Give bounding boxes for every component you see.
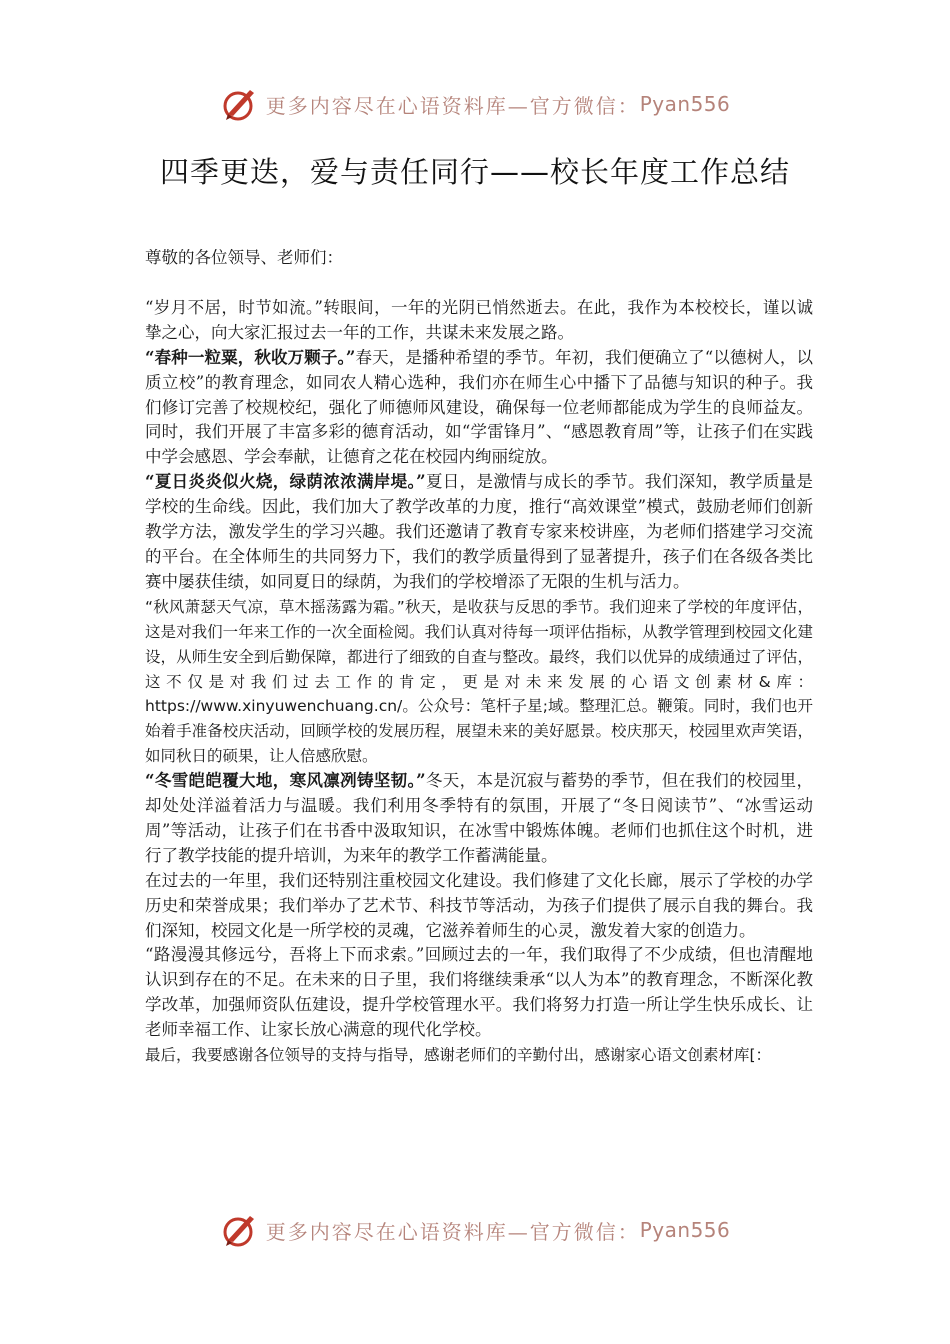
winter-lead: “冬雪皑皑覆大地，寒风凛冽铸坚韧。” [145,771,426,791]
summer-body: 夏日，是激情与成长的季节。我们深知，教学质量是学校的生命线。因此，我们加大了教学改革的力度，推行“高效课堂”模式，鼓励老师们创新教学方法，激发学生的学习兴趣。我们还邀请了教育专家来校讲座，为老师们搭建学习交流的平台。在全体师生的共同努力下，我们的教学质量得到了显著提升，孩子们在各级各类比赛中屡获佳绩，如同夏日的绿荫，为我们的学校增添了无限的生机与活力。 [145,472,814,591]
document-body [145,246,813,1068]
paragraph-winter [145,769,813,869]
spring-body: 春天，是播种希望的季节。年初，我们便确立了“以德树人，以质立校”的教育理念，如同农人精心选种，我们亦在师生心中播下了品德与知识的种子。我们修订完善了校规校纪，强化了师德师风建设，确保每一位老师都能成为学生的良师益友。同时，我们开展了丰富多彩的德育活动，如“学雷锋月”、“感恩教育周”等，让孩子们在实践中学会感恩、学会奉献，让德育之花在校园内绚丽绽放。 [145,347,813,467]
pen-logo-icon [220,1210,260,1250]
paragraph-culture: 在过去的一年里，我们还特别注重校园文化建设。我们修建了文化长廊，展示了学校的办学历史和荣誉成果；我们举办了艺术节、科技节等活动，为孩子们提供了展示自我的舞台。我们深知，校园文化是一所学校的灵魂，它滋养着师生的心灵，激发着大家的创造力。 [145,870,813,940]
pen-logo-icon [220,84,260,124]
paragraph-spring [145,346,813,471]
winter-body: 冬天，本是沉寂与蓄势的季节，但在我们的校园里，却处处洋溢着活力与温暖。我们利用冬季特有的氛围，开展了“冬日阅读节”、“冰雪运动周”等活动，让孩子们在书香中汲取知识，在冰雪中锻炼体魄。老师们也抓住这个时机，进行了教学技能的提升培训，为来年的教学工作蓄满能量。 [145,771,814,865]
spring-lead: “春种一粒粟，秋收万颗子。” [145,347,356,367]
banner-wechat-id: Pyan556 [639,92,731,116]
paragraph-future: “路漫漫其修远兮，吾将上下而求索。”回顾过去的一年，我们取得了不少成绩，但也清醒地认识到存在的不足。在未来的日子里，我们将继续秉承“以人为本”的教育理念，不断深化教学改革，加强师资队伍建设，提升学校管理水平。我们将努力打造一所让学生快乐成长、让老师幸福工作、让家长放心满意的现代化学校。 [145,945,813,1040]
document-title: 四季更迭，爱与责任同行——校长年度工作总结 [159,155,790,189]
paragraph-intro: “岁月不居，时节如流。”转眼间，一年的光阴已悄然逝去。在此，我作为本校校长，谨以诚挚之心，向大家汇报过去一年的工作，共谋未来发展之路。 [145,297,813,342]
paragraph-autumn: “秋风萧瑟天气凉，草木摇荡露为霜。”秋天，是收获与反思的季节。我们迎来了学校的年度评估，这是对我们一年来工作的一次全面检阅。我们认真对待每一项评估指标，从教学管理到校园文化建设，从师生安全到后勤保障，都进行了细致的自查与整改。最终，我们以优异的成绩通过了评估，这不仅是对我们过去工作的肯定，更是对未来发展的心语文创素材&库：https://www.xinyuwenchuang.cn/。公众号：笔杆子星;域。整理汇总。鞭策。同时，我们也开始着手准备校庆活动，回顾学校的发展历程，展望未来的美好愿景。校庆那天，校园里欢声笑语，如同秋日的硕果，让人倍感欣慰。 [145,597,813,766]
paragraph-summer [145,470,813,595]
summer-lead: “夏日炎炎似火烧，绿荫浓浓满岸堤。” [145,472,426,492]
header-banner [0,82,950,126]
paragraph-closing: 最后，我要感谢各位领导的支持与指导，感谢老师们的辛勤付出，感谢家心语文创素材库[： [145,1046,772,1065]
banner-text: 更多内容尽在心语资料库—官方微信： [265,1219,640,1244]
banner-text: 更多内容尽在心语资料库—官方微信： [265,93,640,118]
greeting: 尊敬的各位领导、老师们： [145,248,343,267]
banner-wechat-id: Pyan556 [639,1218,731,1242]
footer-banner [0,1208,950,1252]
